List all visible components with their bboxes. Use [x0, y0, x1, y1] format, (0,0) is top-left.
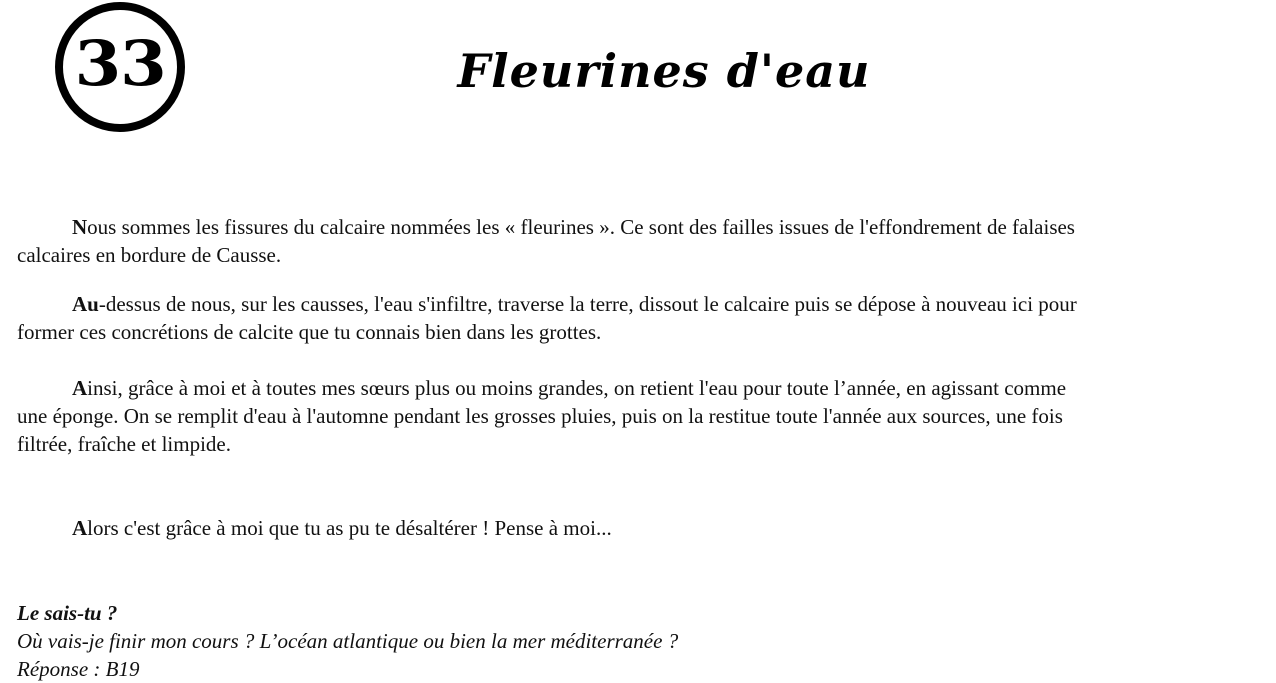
le-sais-tu-question: Où vais-je finir mon cours ? L’océan atlantique ou bien la mer méditerranée ?: [17, 629, 679, 653]
le-sais-tu-answer: Réponse : B19: [17, 657, 140, 681]
paragraph-1: [17, 213, 1077, 269]
badge-number: 33: [74, 27, 166, 100]
paragraph-3-lead: A: [72, 376, 88, 400]
paragraph-1-text: ous sommes les fissures du calcaire nommées les « fleurines ». Ce sont des failles issues de l'effondrement de falaises calcaires en bordure de Causse.: [17, 215, 1075, 267]
paragraph-1-lead: N: [72, 215, 88, 239]
paragraph-4-lead: A: [72, 516, 88, 540]
paragraph-4-text: lors c'est grâce à moi que tu as pu te désaltérer ! Pense à moi...: [87, 516, 612, 540]
paragraph-3: [17, 374, 1077, 458]
le-sais-tu-box: [17, 599, 1117, 683]
paragraph-2-lead: Au: [72, 292, 99, 316]
paragraph-4: [17, 514, 1077, 542]
paragraph-2: [17, 290, 1077, 346]
paragraph-3-text: insi, grâce à moi et à toutes mes sœurs plus ou moins grandes, on retient l'eau pour toute l’année, en agissant comme une éponge. On se remplit d'eau à l'automne pendant les grosses pluies, puis on la restitue toute l'année aux sources, une fois filtrée, fraîche et limpide.: [17, 376, 1067, 456]
page-title: Fleurines d'eau: [457, 44, 871, 98]
le-sais-tu-heading: Le sais-tu ?: [17, 601, 118, 625]
paragraph-2-text: -dessus de nous, sur les causses, l'eau s'infiltre, traverse la terre, dissout le calcaire puis se dépose à nouveau ici pour former ces concrétions de calcite que tu connais bien dans les grottes.: [17, 292, 1077, 344]
